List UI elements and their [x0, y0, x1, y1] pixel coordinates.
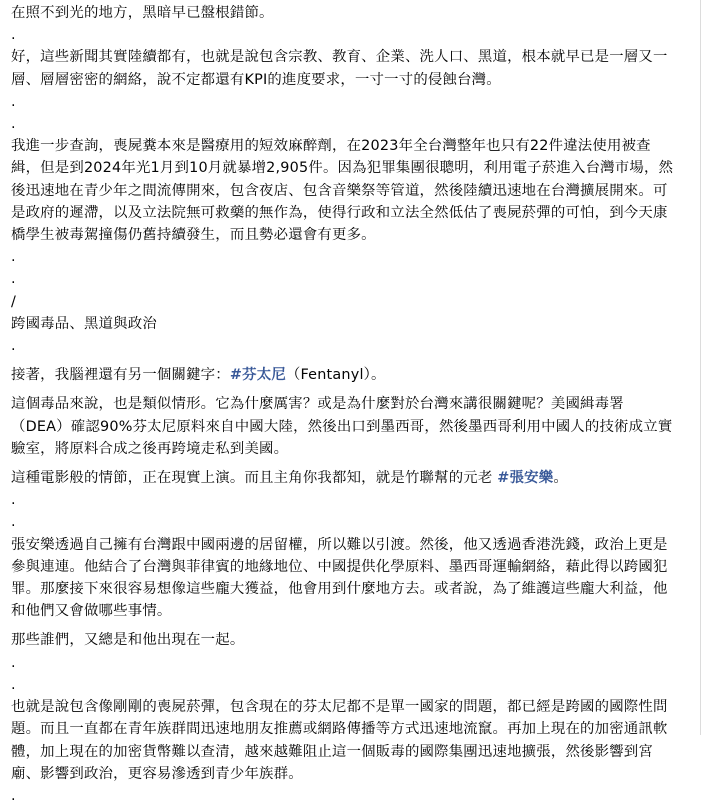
- hashtag-fentanyl-link[interactable]: #芬太尼: [229, 367, 286, 384]
- post-line: .: [11, 787, 16, 804]
- post-line: .: [11, 271, 16, 288]
- post-line: .: [11, 492, 16, 509]
- post-line: 和他們又會做哪些事情。: [11, 603, 172, 620]
- post-line: 參與連連。他結合了台灣與菲律賓的地緣地位、中國提供化學原料、墨西哥運輸網絡，藉此得以跨國犯: [11, 558, 668, 575]
- post-line: .: [11, 93, 16, 110]
- post-line: /: [11, 293, 17, 310]
- post-line: 是政府的遲滯，以及立法院無可救藥的無作為，使得行政和立法全然低估了喪屍菸彈的可怕，到今天康: [11, 204, 668, 221]
- post-line: 好，這些新聞其實陸續都有，也就是說包含宗教、教育、企業、洗人口、黑道，根本就早已是一層又一: [11, 49, 668, 66]
- post-line: 我進一步查詢，喪屍糞本來是醫療用的短效麻醉劑，在2023年全台灣整年也只有22件違法使用被查: [11, 138, 651, 155]
- post-line: .: [11, 249, 16, 266]
- post-text: 接著，我腦裡還有另一個關鍵字：: [11, 367, 230, 384]
- post-line-with-hashtag: [11, 364, 701, 386]
- post-line: .: [11, 338, 16, 355]
- post-line: 驗室，將原料合成之後再跨境走私到美國。: [11, 440, 289, 457]
- post-text: 。: [553, 470, 568, 487]
- post-line-with-hashtag: [11, 467, 701, 489]
- post-line: 體，加上現在的加密貨幣難以查清，越來越難阻止這一個販毒的國際集團迅速地擴張，然後影響到宮: [11, 743, 653, 760]
- post-line: 這個毒品來說，也是類似情形。它為什麼厲害？或是為什麼對於台灣來講很關鍵呢？美國緝毒署: [11, 396, 624, 413]
- post-line: 那些誰們，又總是和他出現在一起。: [11, 632, 245, 649]
- post-line: .: [11, 654, 16, 671]
- post-line: 在照不到光的地方，黑暗早已盤根錯節。: [11, 5, 274, 21]
- section-heading: 跨國毒品、黑道與政治: [11, 315, 157, 332]
- post-line: .: [11, 514, 16, 531]
- post-line: 罪。那麼接下來很容易想像這些龐大獲益，他會用到什麼地方去。或者說，為了維護這些龐大利益，他: [11, 581, 668, 598]
- post-line: 緝，但是到2024年光1月到10月就暴增2,905件。因為犯罪集團很聰明，利用電子菸進入台灣市場，然: [11, 160, 674, 177]
- hashtag-zhang-anle-link[interactable]: #張安樂: [497, 470, 554, 487]
- post-line: 橋學生被毒駕撞傷仍舊持續發生，而且勢必還會有更多。: [11, 227, 376, 244]
- post-line: .: [11, 676, 16, 693]
- post-line: 張安樂透過自己擁有台灣跟中國兩邊的居留權，所以難以引渡。然後，他又透過香港洗錢，政治上更是: [11, 536, 668, 553]
- post-line: 後迅速地在青少年之間流傳開來，包含夜店、包含音樂祭等管道，然後陸續迅速地在台灣擴展開來。可: [11, 182, 668, 199]
- post-line: 層、層層密密的網絡，說不定都還有KPI的進度要求，一寸一寸的侵蝕台灣。: [11, 71, 501, 88]
- post-line: （DEA）確認90%芬太尼原料來自中國大陸，然後出口到墨西哥，然後墨西哥利用中國人的技術成立實: [11, 418, 673, 435]
- post-line: 也就是說包含像剛剛的喪屍菸彈，包含現在的芬太尼都不是單一國家的問題，都已經是跨國的國際性問: [11, 699, 668, 716]
- post-line: 題。而且一直都在青年族群間迅速地朋友推薦或網路傳播等方式迅速地流竄。再加上現在的加密通訊軟: [11, 721, 668, 738]
- post-line: 廟、影響到政治，更容易滲透到青少年族群。: [11, 765, 303, 782]
- post-line: .: [11, 116, 16, 133]
- post-text: 這種電影般的情節，正在現實上演。而且主角你我都知，就是竹聯幫的元老: [11, 470, 498, 487]
- post-text: （Fentanyl）。: [285, 367, 386, 384]
- post-line: .: [11, 27, 16, 44]
